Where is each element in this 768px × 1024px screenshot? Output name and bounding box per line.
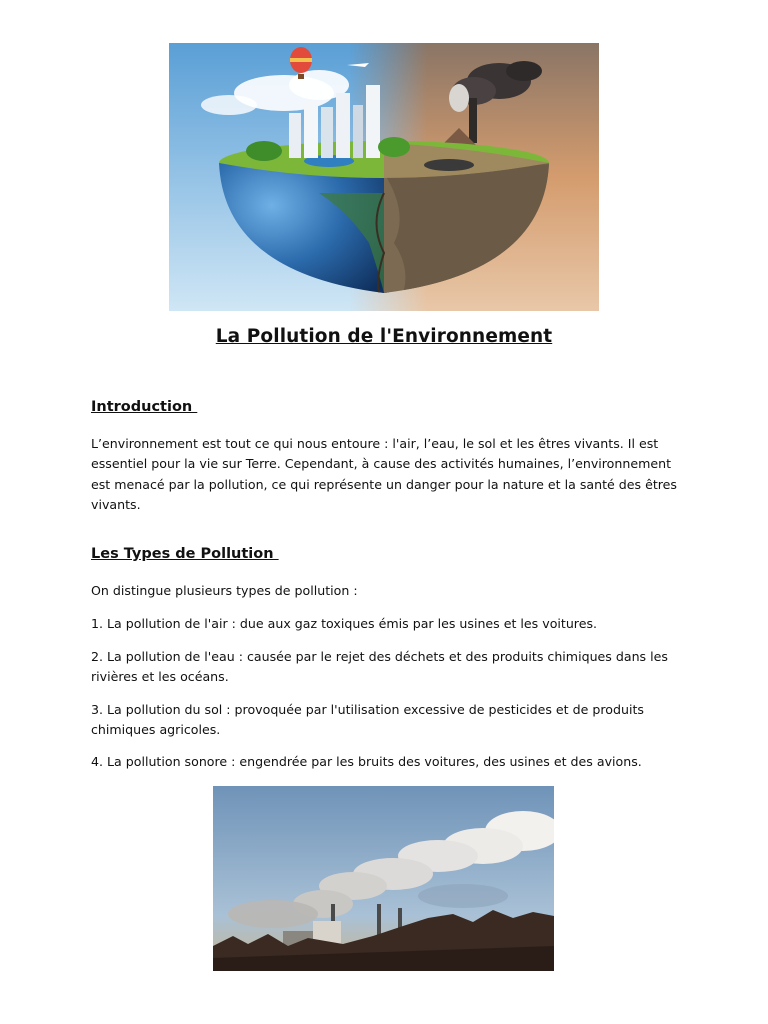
types-intro: On distingue plusieurs types de pollution : bbox=[91, 583, 358, 598]
type-item-noise: 4. La pollution sonore : engendrée par les bruits des voitures, des usines et des avions. bbox=[91, 754, 642, 769]
factory-smoke-image bbox=[213, 786, 554, 971]
page-title: La Pollution de l'Environnement bbox=[215, 326, 553, 347]
type-item-soil: 3. La pollution du sol : provoquée par l'utilisation excessive de pesticides et de produits chimiques agricoles. bbox=[91, 702, 644, 738]
type-item-water: 2. La pollution de l'eau : causée par le rejet des déchets et des produits chimiques dans les rivières et les océans. bbox=[91, 649, 668, 685]
types-heading: Les Types de Pollution bbox=[91, 546, 279, 562]
intro-heading: Introduction bbox=[91, 399, 198, 415]
intro-paragraph: L’environnement est tout ce qui nous entoure : l'air, l’eau, le sol et les êtres vivants. Il est essentiel pour la vie sur Terre. Cependant, à cause des activités humaines, l’environnement est menacé par la pollution, ce qui représente un danger pour la nature et la santé des êtres vivants. bbox=[91, 436, 677, 513]
hero-earth-image bbox=[169, 43, 599, 311]
type-item-air: 1. La pollution de l'air : due aux gaz toxiques émis par les usines et les voitures. bbox=[91, 616, 598, 631]
